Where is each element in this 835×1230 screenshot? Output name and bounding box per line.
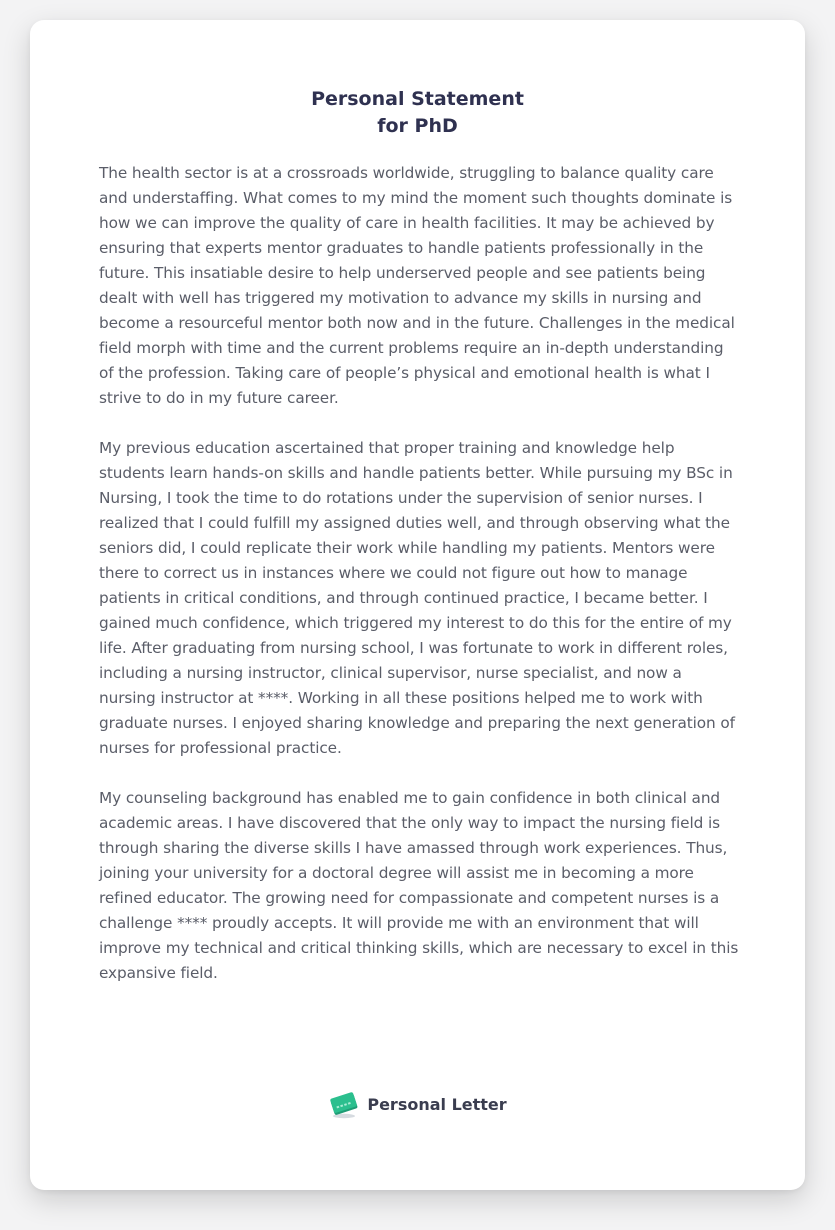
title-line-1: Personal Statement [311,88,524,110]
document-body [99,161,739,1011]
title-line-2: for PhD [377,115,458,137]
paragraph-3: My counseling background has enabled me to gain confidence in both clinical and academic areas. I have discovered that the only way to impact the nursing field is through sharing the diverse skills I have amassed through work experiences. Thus, joining your university for a doctoral degree will assist me in becoming a more refined educator. The growing need for compassionate and competent nurses is a challenge **** proudly accepts. It will provide me with an environment that will improve my technical and critical thinking skills, which are necessary to excel in this expansive field. [99,789,739,982]
card-logo-icon [328,1088,360,1120]
page-title [30,86,805,140]
paragraph-2: My previous education ascertained that proper training and knowledge help students learn hands-on skills and handle patients better. While pursuing my BSc in Nursing, I took the time to do rotations under the supervision of senior nurses. I realized that I could fulfill my assigned duties well, and through observing what the seniors did, I could replicate their work while handling my patients. Mentors were there to correct us in instances where we could not figure out how to manage patients in critical conditions, and through continued practice, I became better. I gained much confidence, which triggered my interest to do this for the entire of my life. After graduating from nursing school, I was fortunate to work in different roles, including a nursing instructor, clinical supervisor, nurse specialist, and now a nursing instructor at ****. Working in all these positions helped me to work with graduate nurses. I enjoyed sharing knowledge and preparing the next generation of nurses for professional practice. [99,439,735,757]
brand-name: Personal Letter [367,1094,507,1114]
brand-footer [30,1088,805,1120]
document-page [30,20,805,1190]
paragraph-1: The health sector is at a crossroads worldwide, struggling to balance quality care and understaffing. What comes to my mind the moment such thoughts dominate is how we can improve the quality of care in health facilities. It may be achieved by ensuring that experts mentor graduates to handle patients professionally in the future. This insatiable desire to help underserved people and see patients being dealt with well has triggered my motivation to advance my skills in nursing and become a resourceful mentor both now and in the future. Challenges in the medical field morph with time and the current problems require an in-depth understanding of the profession. Taking care of people’s physical and emotional health is what I strive to do in my future career. [99,164,735,407]
